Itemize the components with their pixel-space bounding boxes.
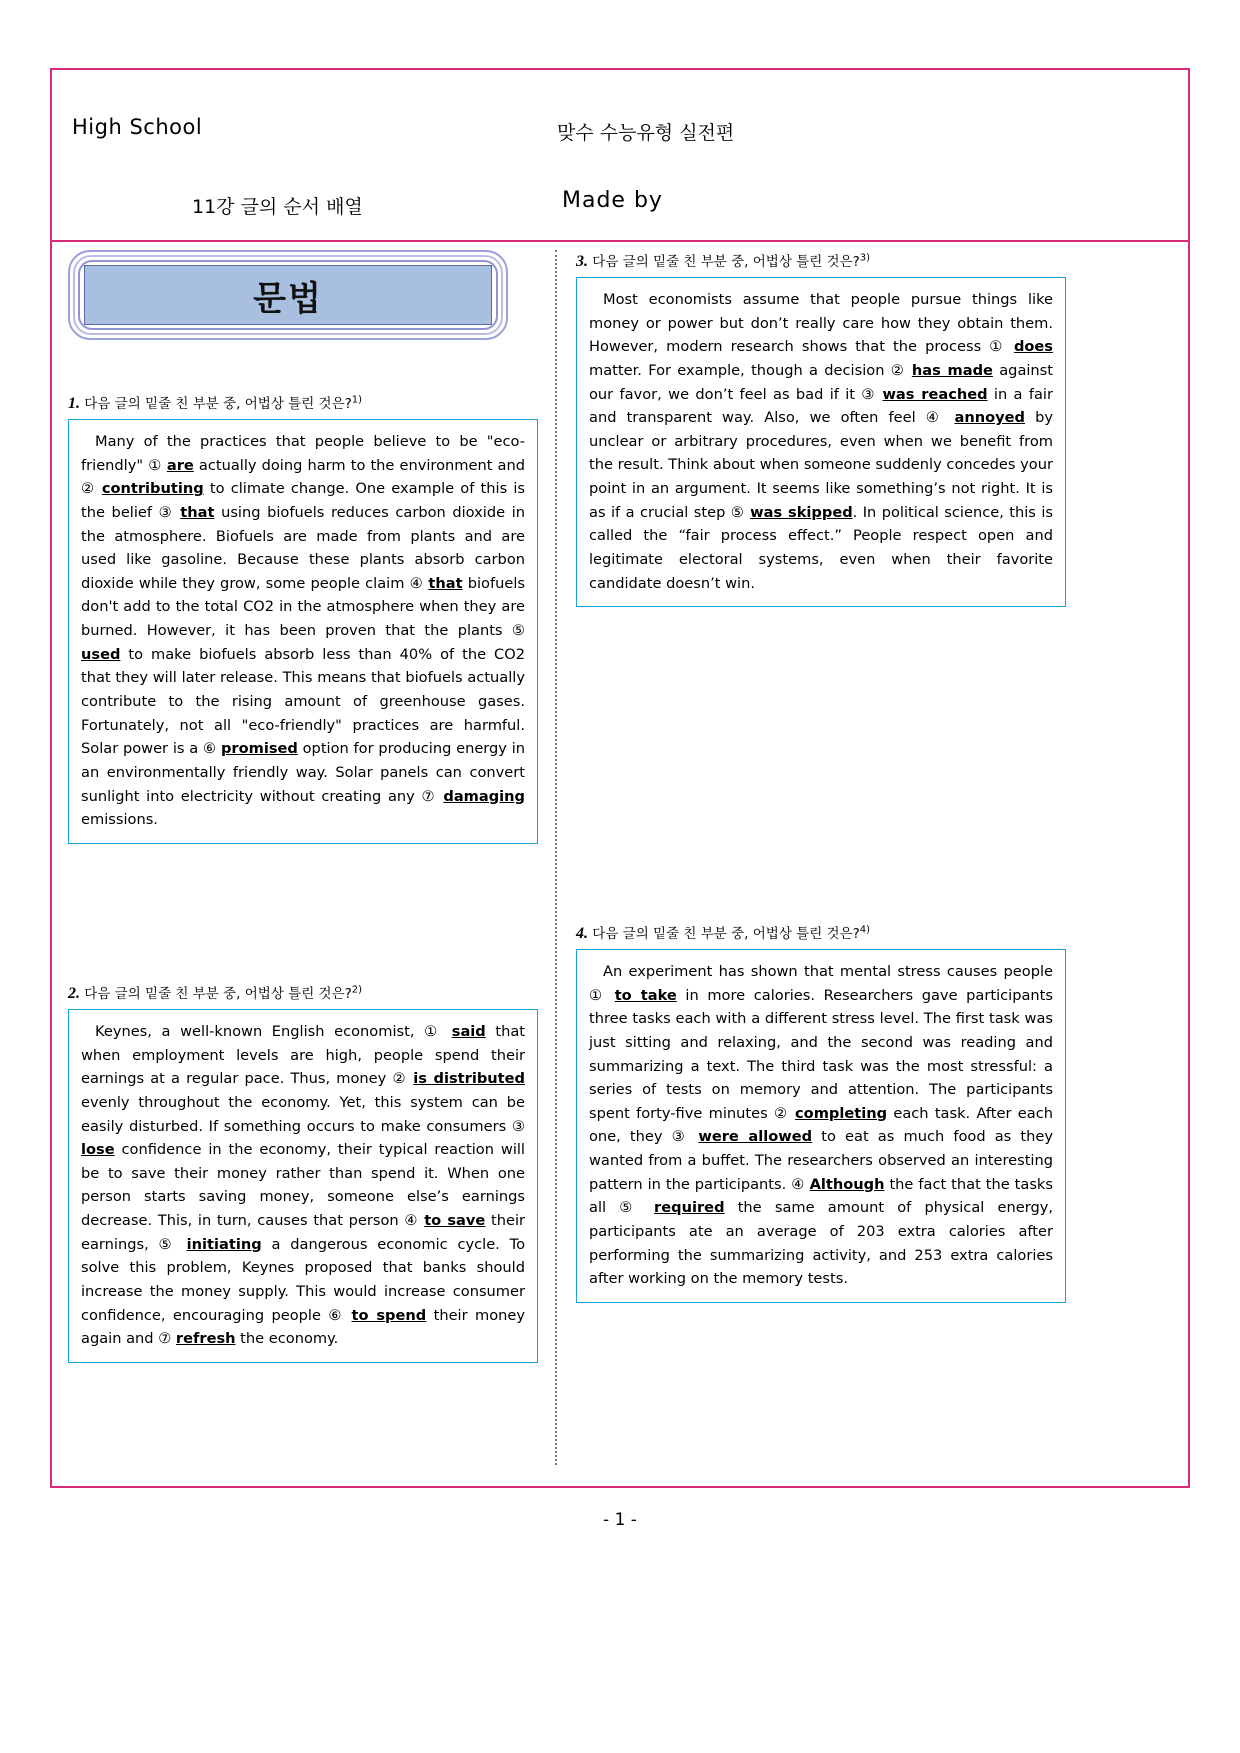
question-number: 3. bbox=[576, 253, 588, 270]
question-heading bbox=[68, 392, 538, 413]
question-number: 2. bbox=[68, 985, 80, 1002]
page-header bbox=[52, 70, 1188, 242]
question-passage bbox=[68, 1009, 538, 1363]
series-title: 맞수 수능유형 실전편 bbox=[557, 122, 735, 144]
question-prompt: 다음 글의 밑줄 친 부분 중, 어법상 틀린 것은? bbox=[84, 986, 352, 1002]
question-heading bbox=[576, 250, 1066, 271]
passage-text: An experiment has shown that mental stress causes people ① to take in more calories. Researchers gave participants three tasks each with a different stress level. The first task was just sitting and relaxing, and the second was reading and summarizing a text. The third task was the most stressful: a series of tests on memory and attention. The participants spent forty-five minutes ② completing each task. After each one, they ③ were allowed to eat as much food as they wanted from a buffet. The researchers observed an interesting pattern in the participants. ④ Although the fact that the tasks all ⑤ required the same amount of physical energy, participants ate an average of 203 extra calories after performing the summarizing activity, and 253 extra calories after working on the memory tests. bbox=[589, 963, 1054, 1288]
question-heading bbox=[68, 982, 538, 1003]
passage-text: Keynes, a well-known English economist, ① said that when employment levels are high, people spend their earnings at a regular pace. Thus, money ② is distributed evenly throughout the economy. Yet, this system can be easily disturbed. If something occurs to make consumers ③ lose confidence in the economy, their typical reaction will be to save their money rather than spend it. When one person starts saving money, someone else’s earnings decrease. This, in turn, causes that person ④ to save their earnings, ⑤ initiating a dangerous economic cycle. To solve this problem, Keynes proposed that banks should increase the money supply. This would increase consumer confidence, encouraging people ⑥ to spend their money again and ⑦ refresh the economy. bbox=[81, 1023, 525, 1348]
question-footnote: 4) bbox=[859, 924, 871, 936]
lesson-title: 11강 글의 순서 배열 bbox=[192, 196, 363, 218]
question-passage bbox=[576, 949, 1066, 1303]
question-footnote: 3) bbox=[859, 252, 871, 264]
page-body bbox=[52, 242, 1188, 1486]
made-by-label: Made by bbox=[562, 188, 663, 213]
page-footer: - 1 - bbox=[603, 1510, 637, 1530]
question-heading bbox=[576, 922, 1066, 943]
question-footnote: 1) bbox=[351, 394, 363, 406]
worksheet-page bbox=[50, 68, 1190, 1488]
question-block bbox=[576, 250, 1066, 607]
section-badge bbox=[68, 250, 508, 340]
question-passage bbox=[576, 277, 1066, 607]
question-footnote: 2) bbox=[351, 984, 363, 996]
question-block bbox=[576, 922, 1066, 1303]
question-block bbox=[68, 982, 538, 1363]
passage-text: Many of the practices that people believe to be "eco-friendly" ① are actually doing harm to the environment and ② contributing to climate change. One example of this is the belief ③ that using biofuels reduces carbon dioxide in the atmosphere. Biofuels are made from plants and are used like gasoline. Because these plants absorb carbon dioxide while they grow, some people claim ④ that biofuels don't add to the total CO2 in the atmosphere when they are burned. However, it has been proven that the plants ⑤ used to make biofuels absorb less than 40% of the CO2 that they will later release. This means that biofuels actually contribute to the rising amount of greenhouse gases. Fortunately, not all "eco-friendly" practices are harmful. Solar power is a ⑥ promised option for producing energy in an environmentally friendly way. Solar panels can convert sunlight into electricity without creating any ⑦ damaging emissions. bbox=[81, 433, 526, 829]
badge-inner bbox=[84, 265, 492, 325]
question-prompt: 다음 글의 밑줄 친 부분 중, 어법상 틀린 것은? bbox=[592, 254, 860, 270]
question-number: 1. bbox=[68, 395, 80, 412]
column-divider bbox=[555, 250, 557, 1465]
question-block bbox=[68, 392, 538, 844]
question-prompt: 다음 글의 밑줄 친 부분 중, 어법상 틀린 것은? bbox=[592, 926, 860, 942]
question-passage bbox=[68, 419, 538, 844]
question-number: 4. bbox=[576, 925, 588, 942]
passage-text: Most economists assume that people pursue things like money or power but don’t really care how they obtain them. However, modern research shows that the process ① does matter. For example, though a decision ② has made against our favor, we don’t feel as bad if it ③ was reached in a fair and transparent way. Also, we often feel ④ annoyed by unclear or arbitrary procedures, even when we benefit from the result. Think about when someone suddenly concedes your point in an argument. It seems like something’s not right. It is as if a crucial step ⑤ was skipped. In political science, this is called the “fair process effect.” People respect open and legitimate electoral systems, even when their favorite candidate doesn’t win. bbox=[589, 291, 1054, 592]
school-label: High School bbox=[72, 115, 203, 139]
question-prompt: 다음 글의 밑줄 친 부분 중, 어법상 틀린 것은? bbox=[84, 396, 352, 412]
badge-label: 문법 bbox=[253, 278, 323, 319]
